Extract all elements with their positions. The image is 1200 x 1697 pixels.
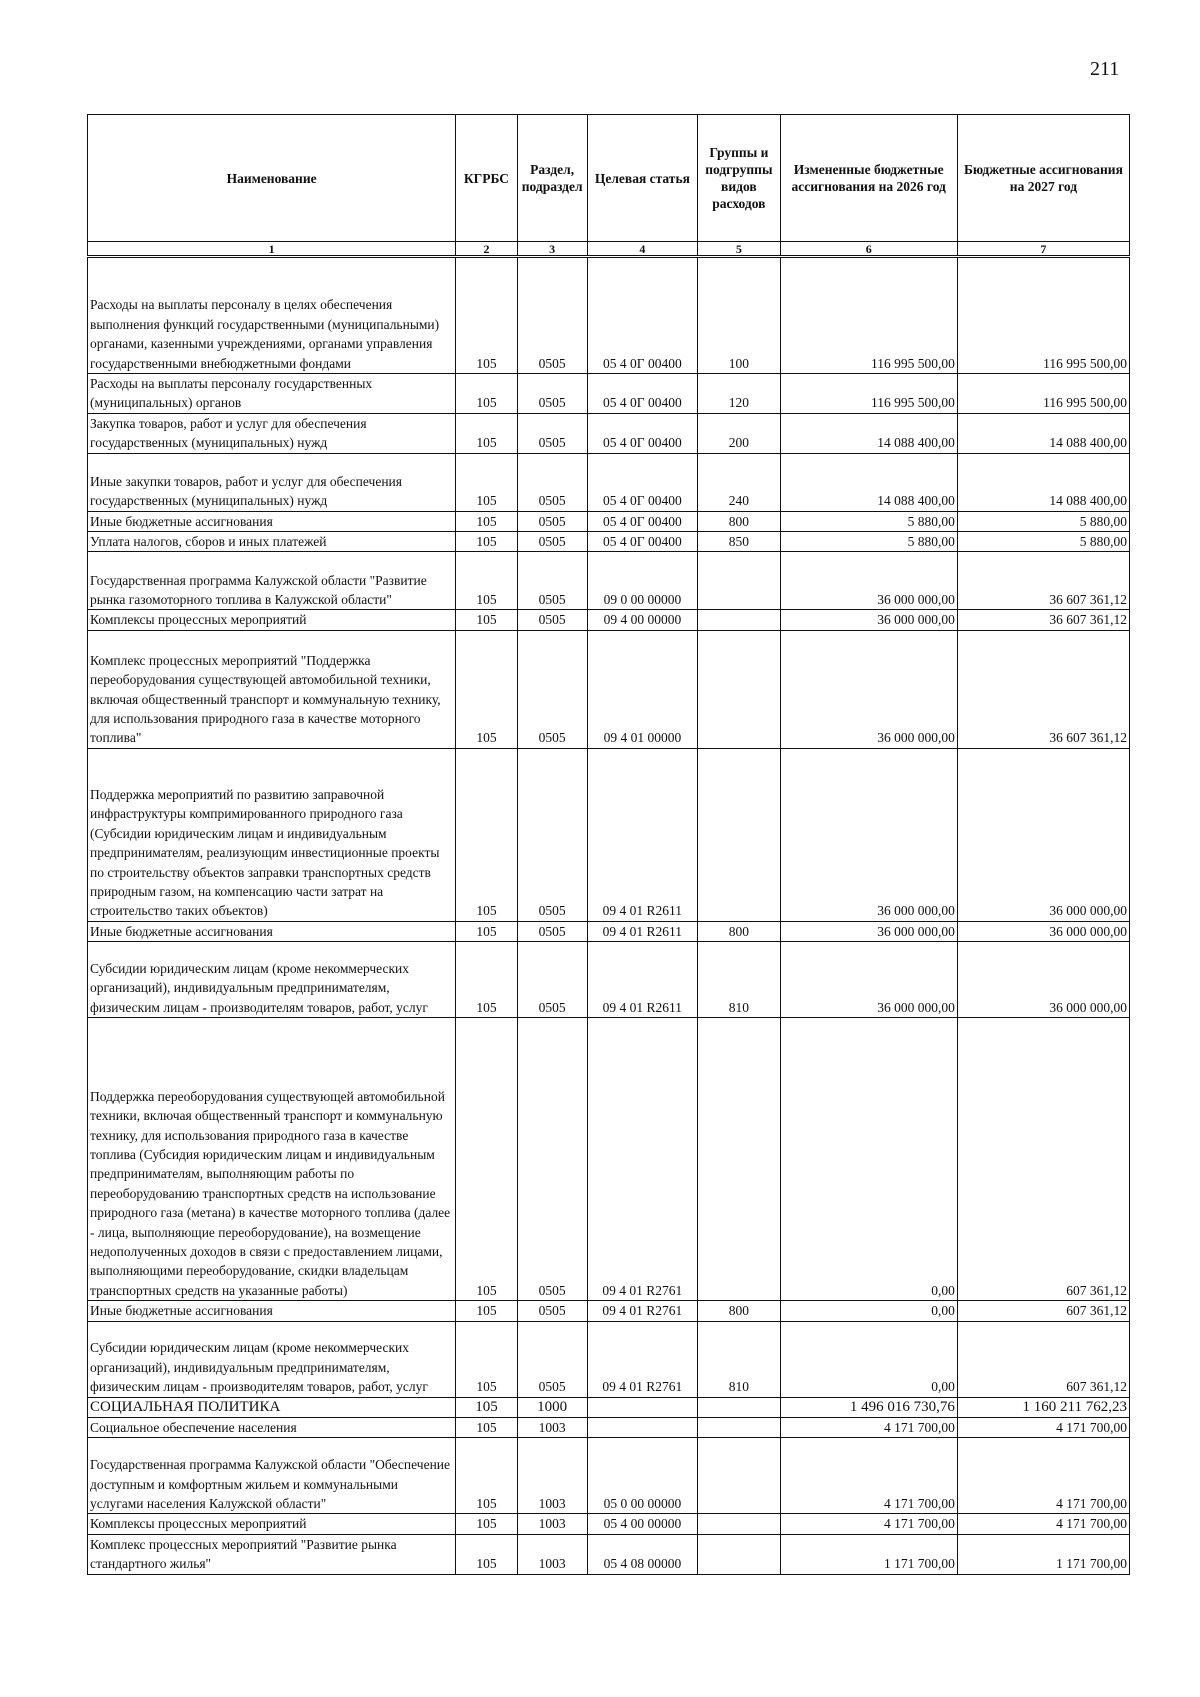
row-value-2027: 14 088 400,00 [957, 413, 1129, 453]
row-name: Субсидии юридическим лицам (кроме некоммерческих организаций), индивидуальным предпринимателям, физическим лицам - производителям товаров, работ, услуг [88, 942, 456, 1018]
header-kgrbs: КГРБС [456, 115, 518, 242]
row-group [698, 748, 780, 921]
row-kgrbs: 105 [456, 532, 518, 552]
row-target: 05 4 0Г 00400 [587, 257, 698, 374]
row-group: 240 [698, 453, 780, 511]
row-value-2026: 36 000 000,00 [780, 552, 957, 610]
row-name: Комплекс процессных мероприятий "Поддержка переоборудования существующей автомобильной техники, включая общественный транспорт и коммунальную технику, для использования природного газа в качестве моторного топлива" [88, 630, 456, 748]
row-section: 0505 [517, 748, 587, 921]
row-group: 850 [698, 532, 780, 552]
row-group [698, 1514, 780, 1534]
row-value-2026: 5 880,00 [780, 532, 957, 552]
row-kgrbs: 105 [456, 511, 518, 531]
row-target: 09 4 01 R2761 [587, 1018, 698, 1301]
row-group: 120 [698, 374, 780, 414]
row-name: Закупка товаров, работ и услуг для обеспечения государственных (муниципальных) нужд [88, 413, 456, 453]
row-name: Иные бюджетные ассигнования [88, 511, 456, 531]
table-row [88, 1397, 1130, 1417]
row-section: 0505 [517, 1301, 587, 1321]
header-budget-2027: Бюджетные ассигнования на 2027 год [957, 115, 1129, 242]
row-target: 05 4 0Г 00400 [587, 532, 698, 552]
row-name: Комплексы процессных мероприятий [88, 610, 456, 630]
row-group [698, 552, 780, 610]
row-target: 05 4 0Г 00400 [587, 413, 698, 453]
row-value-2026: 0,00 [780, 1321, 957, 1397]
row-kgrbs: 105 [456, 630, 518, 748]
row-target: 09 4 01 R2761 [587, 1321, 698, 1397]
row-group: 100 [698, 257, 780, 374]
row-value-2026: 4 171 700,00 [780, 1514, 957, 1534]
column-number: 7 [957, 242, 1129, 257]
row-section: 0505 [517, 610, 587, 630]
row-target: 09 4 01 R2761 [587, 1301, 698, 1321]
row-target: 09 4 00 00000 [587, 610, 698, 630]
row-value-2026: 14 088 400,00 [780, 453, 957, 511]
row-value-2026: 116 995 500,00 [780, 257, 957, 374]
row-name: Уплата налогов, сборов и иных платежей [88, 532, 456, 552]
row-section: 0505 [517, 532, 587, 552]
row-value-2027: 1 171 700,00 [957, 1534, 1129, 1574]
row-value-2027: 14 088 400,00 [957, 453, 1129, 511]
row-section: 1003 [517, 1534, 587, 1574]
row-value-2027: 36 607 361,12 [957, 630, 1129, 748]
column-number: 2 [456, 242, 518, 257]
row-group [698, 1534, 780, 1574]
header-target: Целевая статья [587, 115, 698, 242]
row-name: Государственная программа Калужской области "Развитие рынка газомоторного топлива в Калужской области" [88, 552, 456, 610]
table-row [88, 1514, 1130, 1534]
row-kgrbs: 105 [456, 453, 518, 511]
row-value-2027: 36 607 361,12 [957, 610, 1129, 630]
row-name: Расходы на выплаты персоналу в целях обеспечения выполнения функций государственными (муниципальными) органами, казенными учреждениями, органами управления государственными внебюджетными фондами [88, 257, 456, 374]
row-value-2027: 36 607 361,12 [957, 552, 1129, 610]
row-value-2027: 4 171 700,00 [957, 1438, 1129, 1514]
row-kgrbs: 105 [456, 1321, 518, 1397]
row-value-2026: 4 171 700,00 [780, 1418, 957, 1438]
row-group: 810 [698, 1321, 780, 1397]
row-target: 05 4 08 00000 [587, 1534, 698, 1574]
table-row [88, 374, 1130, 414]
table-row [88, 552, 1130, 610]
row-name: Комплексы процессных мероприятий [88, 1514, 456, 1534]
row-section: 0505 [517, 374, 587, 414]
row-value-2026: 36 000 000,00 [780, 630, 957, 748]
table-row [88, 1321, 1130, 1397]
row-name: Расходы на выплаты персоналу государственных (муниципальных) органов [88, 374, 456, 414]
row-kgrbs: 105 [456, 1514, 518, 1534]
row-group: 800 [698, 1301, 780, 1321]
row-target: 05 4 0Г 00400 [587, 511, 698, 531]
row-value-2026: 116 995 500,00 [780, 374, 957, 414]
row-kgrbs: 105 [456, 1301, 518, 1321]
row-target: 09 4 01 R2611 [587, 942, 698, 1018]
page-number: 211 [1090, 58, 1120, 80]
row-section: 0505 [517, 511, 587, 531]
column-number: 1 [88, 242, 456, 257]
row-group: 800 [698, 511, 780, 531]
table-row [88, 748, 1130, 921]
row-section: 0505 [517, 630, 587, 748]
row-kgrbs: 105 [456, 1397, 518, 1417]
row-value-2027: 4 171 700,00 [957, 1418, 1129, 1438]
row-group: 800 [698, 921, 780, 941]
row-section: 0505 [517, 257, 587, 374]
table-row [88, 532, 1130, 552]
row-target: 09 4 01 R2611 [587, 921, 698, 941]
row-section: 0505 [517, 413, 587, 453]
row-value-2027: 607 361,12 [957, 1018, 1129, 1301]
table-row [88, 413, 1130, 453]
column-number: 4 [587, 242, 698, 257]
row-value-2026: 1 496 016 730,76 [780, 1397, 957, 1417]
table-row [88, 1301, 1130, 1321]
row-target [587, 1397, 698, 1417]
row-kgrbs: 105 [456, 1018, 518, 1301]
row-kgrbs: 105 [456, 610, 518, 630]
table-row [88, 610, 1130, 630]
row-section: 0505 [517, 1321, 587, 1397]
table-body [88, 257, 1130, 1575]
row-target: 05 4 0Г 00400 [587, 453, 698, 511]
row-kgrbs: 105 [456, 257, 518, 374]
column-number: 5 [698, 242, 780, 257]
row-value-2026: 0,00 [780, 1018, 957, 1301]
row-value-2027: 1 160 211 762,23 [957, 1397, 1129, 1417]
row-value-2027: 36 000 000,00 [957, 942, 1129, 1018]
row-section: 0505 [517, 1018, 587, 1301]
row-name: СОЦИАЛЬНАЯ ПОЛИТИКА [88, 1397, 456, 1417]
row-target: 05 4 0Г 00400 [587, 374, 698, 414]
row-group [698, 1018, 780, 1301]
row-section: 1003 [517, 1438, 587, 1514]
row-value-2027: 5 880,00 [957, 511, 1129, 531]
header-section: Раздел, подраздел [517, 115, 587, 242]
row-kgrbs: 105 [456, 1418, 518, 1438]
row-value-2026: 36 000 000,00 [780, 748, 957, 921]
row-target: 05 0 00 00000 [587, 1438, 698, 1514]
row-group: 200 [698, 413, 780, 453]
table-row [88, 1018, 1130, 1301]
row-name: Поддержка переоборудования существующей автомобильной техники, включая общественный транспорт и коммунальную технику, для использования природного газа в качестве топлива (Субсидия юридическим лицам и индивидуальным предпринимателям, выполняющим работы по переоборудованию транспортных средств на использование природного газа (метана) в качестве моторного топлива (далее - лица, выполняющие переоборудование), на возмещение недополученных доходов в связи с предоставлением лицами, выполняющими переоборудование, скидки владельцам транспортных средств на указанные работы) [88, 1018, 456, 1301]
row-section: 1000 [517, 1397, 587, 1417]
row-value-2027: 4 171 700,00 [957, 1514, 1129, 1534]
row-name: Социальное обеспечение населения [88, 1418, 456, 1438]
row-name: Поддержка мероприятий по развитию заправочной инфраструктуры компримированного природного газа (Субсидии юридическим лицам и индивидуальным предпринимателям, реализующим инвестиционные проекты по строительству объектов заправки транспортных средств природным газом, на компенсацию части затрат на строительство таких объектов) [88, 748, 456, 921]
row-value-2026: 0,00 [780, 1301, 957, 1321]
row-group [698, 610, 780, 630]
row-section: 0505 [517, 921, 587, 941]
table-row [88, 257, 1130, 374]
row-value-2027: 116 995 500,00 [957, 374, 1129, 414]
table-row [88, 1418, 1130, 1438]
row-value-2027: 116 995 500,00 [957, 257, 1129, 374]
column-number: 3 [517, 242, 587, 257]
row-kgrbs: 105 [456, 552, 518, 610]
table-row [88, 511, 1130, 531]
row-kgrbs: 105 [456, 1534, 518, 1574]
table-row [88, 942, 1130, 1018]
header-changed-2026: Измененные бюджетные ассигнования на 2026 год [780, 115, 957, 242]
table-row [88, 1534, 1130, 1574]
row-kgrbs: 105 [456, 942, 518, 1018]
row-group [698, 1397, 780, 1417]
row-target: 09 4 01 R2611 [587, 748, 698, 921]
row-section: 0505 [517, 942, 587, 1018]
column-number: 6 [780, 242, 957, 257]
row-group: 810 [698, 942, 780, 1018]
row-value-2026: 36 000 000,00 [780, 610, 957, 630]
row-section: 1003 [517, 1514, 587, 1534]
row-group [698, 1438, 780, 1514]
row-value-2026: 36 000 000,00 [780, 921, 957, 941]
row-kgrbs: 105 [456, 1438, 518, 1514]
row-name: Субсидии юридическим лицам (кроме некоммерческих организаций), индивидуальным предпринимателям, физическим лицам - производителям товаров, работ, услуг [88, 1321, 456, 1397]
header-groups: Группы и подгруппы видов расходов [698, 115, 780, 242]
row-section: 1003 [517, 1418, 587, 1438]
row-value-2027: 607 361,12 [957, 1321, 1129, 1397]
row-target: 05 4 00 00000 [587, 1514, 698, 1534]
row-value-2026: 4 171 700,00 [780, 1438, 957, 1514]
row-value-2026: 14 088 400,00 [780, 413, 957, 453]
row-target: 09 0 00 00000 [587, 552, 698, 610]
header-name: Наименование [88, 115, 456, 242]
row-value-2027: 5 880,00 [957, 532, 1129, 552]
row-name: Комплекс процессных мероприятий "Развитие рынка стандартного жилья" [88, 1534, 456, 1574]
row-value-2027: 36 000 000,00 [957, 748, 1129, 921]
row-target [587, 1418, 698, 1438]
row-group [698, 1418, 780, 1438]
row-target: 09 4 01 00000 [587, 630, 698, 748]
row-section: 0505 [517, 453, 587, 511]
row-section: 0505 [517, 552, 587, 610]
row-kgrbs: 105 [456, 413, 518, 453]
table-row [88, 1438, 1130, 1514]
row-name: Иные бюджетные ассигнования [88, 1301, 456, 1321]
row-kgrbs: 105 [456, 374, 518, 414]
row-name: Иные закупки товаров, работ и услуг для обеспечения государственных (муниципальных) нужд [88, 453, 456, 511]
row-value-2027: 36 000 000,00 [957, 921, 1129, 941]
row-value-2026: 36 000 000,00 [780, 942, 957, 1018]
row-group [698, 630, 780, 748]
table-row [88, 453, 1130, 511]
table-row [88, 921, 1130, 941]
row-name: Государственная программа Калужской области "Обеспечение доступным и комфортным жильем и коммунальными услугами населения Калужской области" [88, 1438, 456, 1514]
table-row [88, 630, 1130, 748]
row-kgrbs: 105 [456, 748, 518, 921]
row-name: Иные бюджетные ассигнования [88, 921, 456, 941]
budget-table [87, 114, 1130, 1575]
row-value-2026: 1 171 700,00 [780, 1534, 957, 1574]
row-kgrbs: 105 [456, 921, 518, 941]
row-value-2027: 607 361,12 [957, 1301, 1129, 1321]
row-value-2026: 5 880,00 [780, 511, 957, 531]
